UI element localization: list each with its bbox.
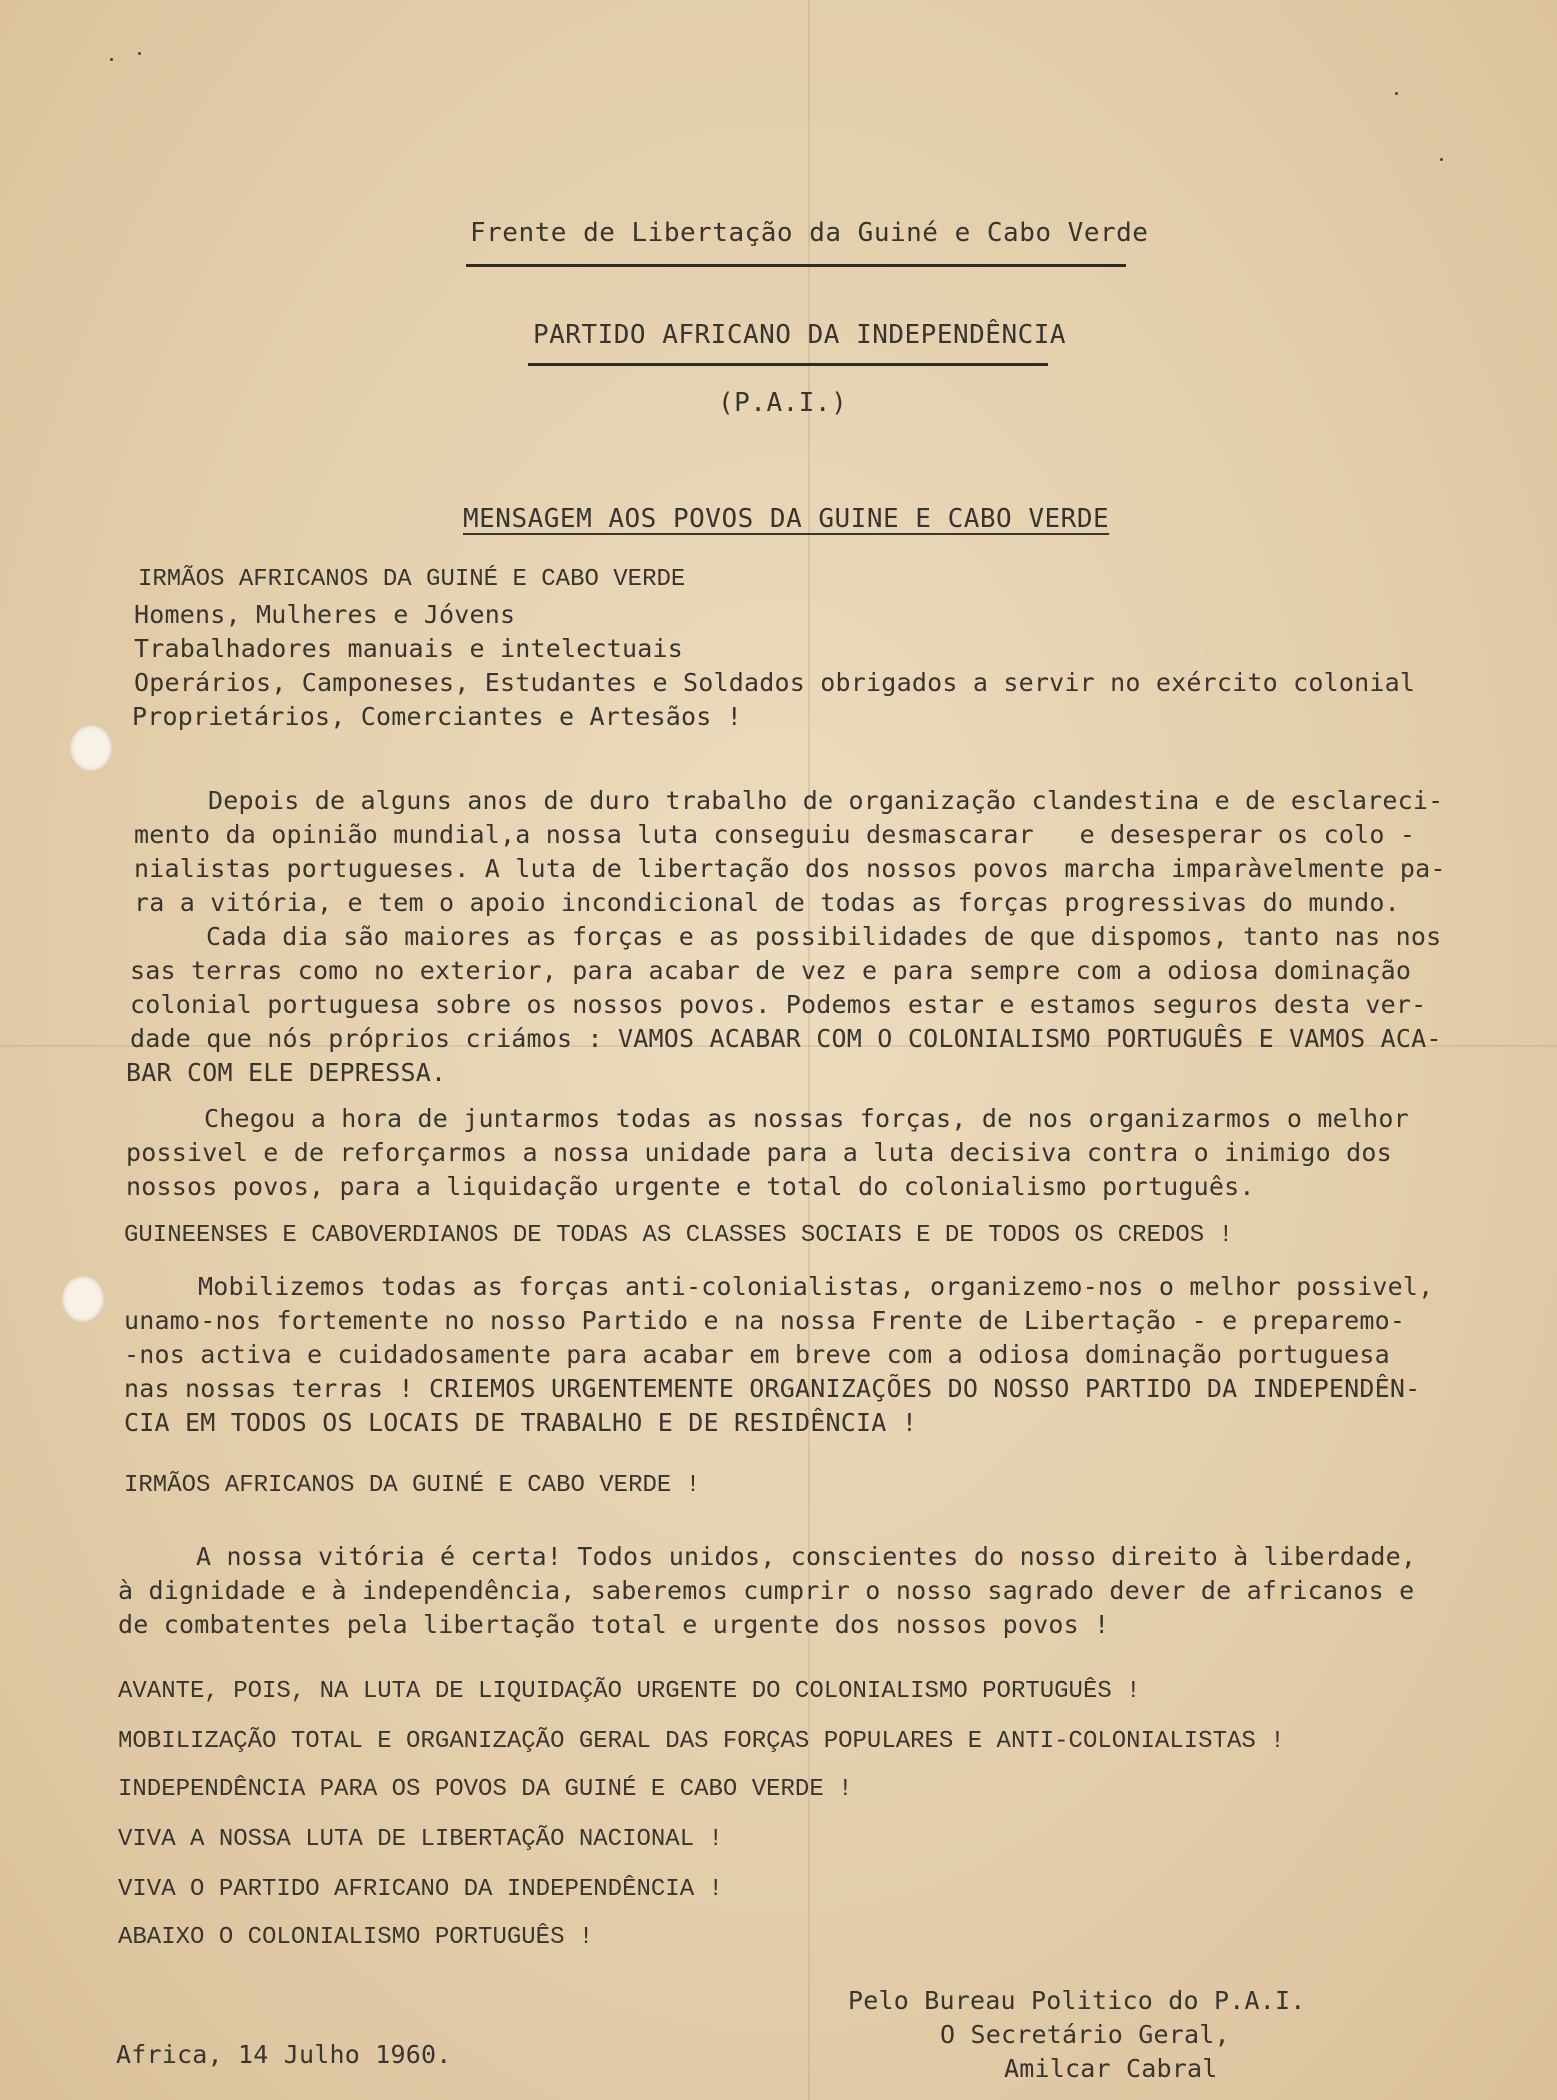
slogan-line: INDEPENDÊNCIA PARA OS POVOS DA GUINÉ E CABO VERDE ! (118, 1776, 853, 1803)
paragraph-line: dade que nós próprios criámos : VAMOS ACABAR COM O COLONIALISMO PORTUGUÊS E VAMOS ACA- (130, 1024, 1442, 1053)
front-title: Frente de Libertação da Guiné e Cabo Verde (470, 218, 1149, 248)
callout-classes: GUINEENSES E CABOVERDIANOS DE TODAS AS CLASSES SOCIAIS E DE TODOS OS CREDOS ! (124, 1222, 1233, 1249)
signature-line: O Secretário Geral, (940, 2020, 1230, 2049)
slogan-line: VIVA A NOSSA LUTA DE LIBERTAÇÃO NACIONAL ! (118, 1826, 723, 1853)
paragraph-line: de combatentes pela libertação total e urgente dos nossos povos ! (118, 1610, 1110, 1639)
paragraph-line: colonial portuguesa sobre os nossos povos. Podemos estar e estamos seguros desta ver- (130, 990, 1427, 1019)
slogan-line: MOBILIZAÇÃO TOTAL E ORGANIZAÇÃO GERAL DAS FORÇAS POPULARES E ANTI-COLONIALISTAS ! (118, 1728, 1285, 1755)
signature-line: Pelo Bureau Politico do P.A.I. (848, 1986, 1306, 2015)
party-title-underline (528, 363, 1048, 366)
salutation-line: IRMÃOS AFRICANOS DA GUINÉ E CABO VERDE (138, 566, 686, 593)
paragraph-line: -nos activa e cuidadosamente para acabar em breve com a odiosa dominação portuguesa (124, 1340, 1390, 1369)
party-acronym: (P.A.I.) (718, 388, 848, 418)
party-title: PARTIDO AFRICANO DA INDEPENDÊNCIA (533, 320, 1067, 350)
punch-hole-bottom (62, 1276, 104, 1322)
paper-speck (138, 52, 141, 55)
front-title-underline (466, 264, 1126, 267)
salutation-line: Homens, Mulheres e Jóvens (134, 600, 516, 629)
paragraph-line: Chegou a hora de juntarmos todas as nossas forças, de nos organizarmos o melhor (204, 1104, 1409, 1133)
paragraph-line: CIA EM TODOS OS LOCAIS DE TRABALHO E DE RESIDÊNCIA ! (124, 1408, 918, 1437)
paragraph-line: sas terras como no exterior, para acabar de vez e para sempre com a odiosa dominação (130, 956, 1412, 985)
paragraph-line: BAR COM ELE DEPRESSA. (126, 1058, 447, 1087)
paragraph-line: à dignidade e à independência, saberemos cumprir o nosso sagrado dever de africanos e (118, 1576, 1415, 1605)
paragraph-line: nossos povos, para a liquidação urgente e total do colonialismo português. (126, 1172, 1255, 1201)
salutation-line: Trabalhadores manuais e intelectuais (134, 634, 684, 663)
paragraph-line: mento da opinião mundial,a nossa luta conseguiu desmascarar e desesperar os colo - (134, 820, 1416, 849)
paragraph-line: unamo-nos fortemente no nosso Partido e na nossa Frente de Libertação - e preparemo- (124, 1306, 1406, 1335)
paper-speck (1395, 92, 1398, 95)
salutation-line: Proprietários, Comerciantes e Artesãos ! (132, 702, 743, 731)
callout-brothers: IRMÃOS AFRICANOS DA GUINÉ E CABO VERDE ! (124, 1472, 701, 1499)
paper-speck (1440, 158, 1443, 161)
message-title: MENSAGEM AOS POVOS DA GUINE E CABO VERDE (463, 504, 1110, 534)
paragraph-line: ra a vitória, e tem o apoio incondicional de todas as forças progressivas do mundo. (134, 888, 1400, 917)
punch-hole-top (70, 725, 112, 771)
slogan-line: VIVA O PARTIDO AFRICANO DA INDEPENDÊNCIA ! (118, 1876, 723, 1903)
signature-name: Amilcar Cabral (1004, 2054, 1218, 2083)
paper-speck (110, 58, 113, 61)
paragraph-line: Cada dia são maiores as forças e as possibilidades de que dispomos, tanto nas nos (206, 922, 1442, 951)
paragraph-line: nialistas portugueses. A luta de libertação dos nossos povos marcha imparàvelmente pa- (134, 854, 1446, 883)
paragraph-line: Mobilizemos todas as forças anti-colonialistas, organizemo-nos o melhor possivel, (198, 1272, 1434, 1301)
paragraph-line: nas nossas terras ! CRIEMOS URGENTEMENTE ORGANIZAÇÕES DO NOSSO PARTIDO DA INDEPENDÊN- (124, 1374, 1421, 1403)
salutation-line: Operários, Camponeses, Estudantes e Soldados obrigados a servir no exército colonial (134, 668, 1416, 697)
date-line: Africa, 14 Julho 1960. (116, 2040, 452, 2069)
paragraph-line: A nossa vitória é certa! Todos unidos, conscientes do nosso direito à liberdade, (196, 1542, 1417, 1571)
paragraph-line: Depois de alguns anos de duro trabalho de organização clandestina e de esclareci- (208, 786, 1444, 815)
slogan-line: ABAIXO O COLONIALISMO PORTUGUÊS ! (118, 1924, 594, 1951)
paragraph-line: possivel e de reforçarmos a nossa unidade para a luta decisiva contra o inimigo dos (126, 1138, 1392, 1167)
slogan-line: AVANTE, POIS, NA LUTA DE LIQUIDAÇÃO URGENTE DO COLONIALISMO PORTUGUÊS ! (118, 1678, 1141, 1705)
